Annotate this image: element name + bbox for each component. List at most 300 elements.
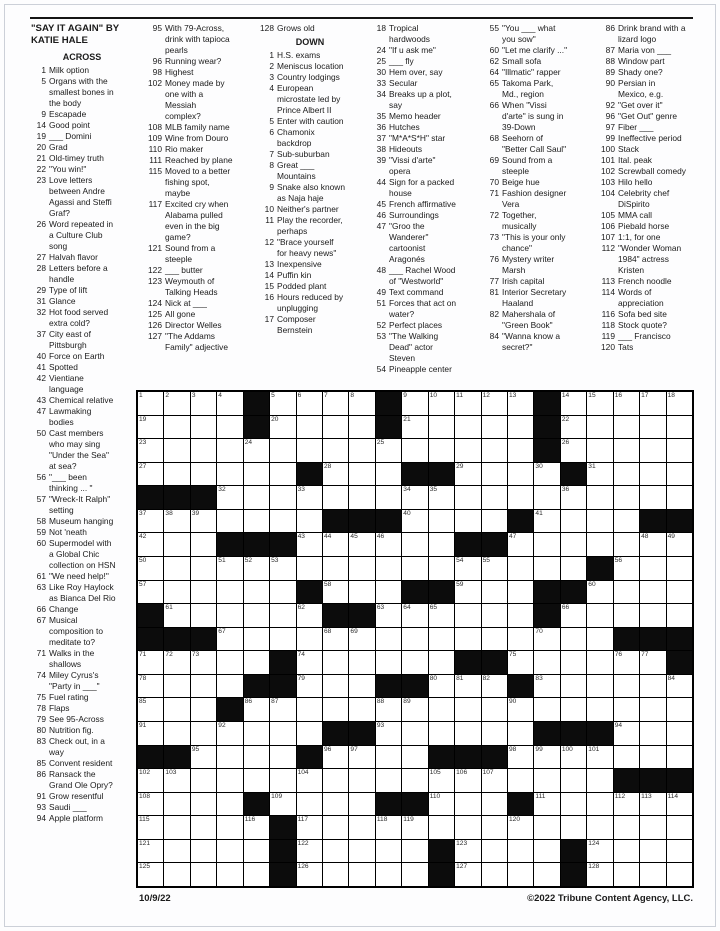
grid-cell[interactable] — [376, 533, 401, 556]
grid-cell[interactable] — [667, 722, 692, 745]
grid-cell[interactable] — [138, 392, 163, 415]
grid-cell[interactable] — [138, 557, 163, 580]
grid-cell[interactable] — [667, 439, 692, 462]
grid-cell[interactable] — [561, 675, 586, 698]
grid-cell[interactable] — [402, 439, 427, 462]
grid-cell[interactable] — [640, 651, 665, 674]
grid-cell[interactable] — [323, 698, 348, 721]
grid-cell[interactable] — [244, 486, 269, 509]
grid-cell[interactable] — [482, 392, 507, 415]
grid-cell[interactable] — [349, 675, 374, 698]
grid-cell[interactable] — [429, 557, 454, 580]
grid-cell[interactable] — [429, 416, 454, 439]
grid-cell[interactable] — [482, 557, 507, 580]
grid-cell[interactable] — [482, 769, 507, 792]
grid-cell[interactable] — [587, 651, 612, 674]
grid-cell[interactable] — [349, 863, 374, 886]
grid-cell[interactable] — [191, 557, 216, 580]
grid-cell[interactable] — [191, 416, 216, 439]
grid-cell[interactable] — [244, 557, 269, 580]
grid-cell[interactable] — [429, 816, 454, 839]
grid-cell[interactable] — [191, 651, 216, 674]
grid-cell[interactable] — [455, 793, 480, 816]
grid-cell[interactable] — [587, 510, 612, 533]
grid-cell[interactable] — [640, 581, 665, 604]
grid-cell[interactable] — [297, 533, 322, 556]
grid-cell[interactable] — [217, 604, 242, 627]
grid-cell[interactable] — [587, 604, 612, 627]
grid-cell[interactable] — [482, 863, 507, 886]
grid-cell[interactable] — [429, 533, 454, 556]
grid-cell[interactable] — [482, 510, 507, 533]
grid-cell[interactable] — [587, 816, 612, 839]
grid-cell[interactable] — [349, 628, 374, 651]
grid-cell[interactable] — [164, 651, 189, 674]
grid-cell[interactable] — [534, 510, 559, 533]
grid-cell[interactable] — [217, 510, 242, 533]
grid-cell[interactable] — [376, 840, 401, 863]
grid-cell[interactable] — [191, 581, 216, 604]
grid-cell[interactable] — [323, 863, 348, 886]
grid-cell[interactable] — [455, 604, 480, 627]
grid-cell[interactable] — [640, 463, 665, 486]
grid-cell[interactable] — [482, 816, 507, 839]
grid-cell[interactable] — [402, 746, 427, 769]
grid-cell[interactable] — [455, 840, 480, 863]
grid-cell[interactable] — [376, 463, 401, 486]
grid-cell[interactable] — [455, 510, 480, 533]
grid-cell[interactable] — [402, 651, 427, 674]
grid-cell[interactable] — [191, 769, 216, 792]
grid-cell[interactable] — [217, 840, 242, 863]
grid-cell[interactable] — [429, 628, 454, 651]
grid-cell[interactable] — [587, 486, 612, 509]
grid-cell[interactable] — [429, 604, 454, 627]
grid-cell[interactable] — [482, 416, 507, 439]
grid-cell[interactable] — [534, 840, 559, 863]
grid-cell[interactable] — [376, 581, 401, 604]
grid-cell[interactable] — [191, 746, 216, 769]
grid-cell[interactable] — [297, 840, 322, 863]
grid-cell[interactable] — [561, 416, 586, 439]
grid-cell[interactable] — [534, 628, 559, 651]
grid-cell[interactable] — [455, 816, 480, 839]
grid-cell[interactable] — [402, 486, 427, 509]
grid-cell[interactable] — [164, 557, 189, 580]
grid-cell[interactable] — [297, 698, 322, 721]
grid-cell[interactable] — [482, 722, 507, 745]
grid-cell[interactable] — [561, 557, 586, 580]
grid-cell[interactable] — [270, 392, 295, 415]
grid-cell[interactable] — [297, 816, 322, 839]
grid-cell[interactable] — [138, 769, 163, 792]
grid-cell[interactable] — [164, 769, 189, 792]
grid-cell[interactable] — [376, 816, 401, 839]
grid-cell[interactable] — [217, 486, 242, 509]
grid-cell[interactable] — [270, 416, 295, 439]
grid-cell[interactable] — [561, 486, 586, 509]
grid-cell[interactable] — [191, 439, 216, 462]
grid-cell[interactable] — [191, 604, 216, 627]
grid-cell[interactable] — [270, 628, 295, 651]
grid-cell[interactable] — [138, 581, 163, 604]
grid-cell[interactable] — [297, 769, 322, 792]
grid-cell[interactable] — [534, 698, 559, 721]
grid-cell[interactable] — [534, 557, 559, 580]
grid-cell[interactable] — [297, 675, 322, 698]
grid-cell[interactable] — [244, 651, 269, 674]
grid-cell[interactable] — [164, 698, 189, 721]
grid-cell[interactable] — [191, 698, 216, 721]
grid-cell[interactable] — [614, 604, 639, 627]
grid-cell[interactable] — [270, 769, 295, 792]
grid-cell[interactable] — [534, 675, 559, 698]
grid-cell[interactable] — [587, 793, 612, 816]
grid-cell[interactable] — [164, 510, 189, 533]
grid-cell[interactable] — [138, 722, 163, 745]
grid-cell[interactable] — [323, 557, 348, 580]
grid-cell[interactable] — [561, 510, 586, 533]
grid-cell[interactable] — [561, 628, 586, 651]
grid-cell[interactable] — [508, 557, 533, 580]
grid-cell[interactable] — [217, 769, 242, 792]
grid-cell[interactable] — [614, 510, 639, 533]
grid-cell[interactable] — [614, 746, 639, 769]
grid-cell[interactable] — [455, 581, 480, 604]
grid-cell[interactable] — [640, 863, 665, 886]
grid-cell[interactable] — [614, 816, 639, 839]
grid-cell[interactable] — [640, 816, 665, 839]
grid-cell[interactable] — [614, 463, 639, 486]
grid-cell[interactable] — [244, 816, 269, 839]
grid-cell[interactable] — [508, 816, 533, 839]
grid-cell[interactable] — [323, 675, 348, 698]
grid-cell[interactable] — [297, 510, 322, 533]
grid-cell[interactable] — [323, 439, 348, 462]
grid-cell[interactable] — [323, 486, 348, 509]
grid-cell[interactable] — [349, 439, 374, 462]
grid-cell[interactable] — [376, 557, 401, 580]
grid-cell[interactable] — [349, 416, 374, 439]
grid-cell[interactable] — [376, 722, 401, 745]
grid-cell[interactable] — [640, 557, 665, 580]
grid-cell[interactable] — [640, 392, 665, 415]
grid-cell[interactable] — [614, 581, 639, 604]
grid-cell[interactable] — [667, 581, 692, 604]
grid-cell[interactable] — [587, 698, 612, 721]
grid-cell[interactable] — [349, 746, 374, 769]
grid-cell[interactable] — [270, 581, 295, 604]
grid-cell[interactable] — [217, 557, 242, 580]
grid-cell[interactable] — [349, 463, 374, 486]
grid-cell[interactable] — [138, 463, 163, 486]
grid-cell[interactable] — [402, 533, 427, 556]
grid-cell[interactable] — [323, 840, 348, 863]
grid-cell[interactable] — [640, 722, 665, 745]
grid-cell[interactable] — [482, 793, 507, 816]
grid-cell[interactable] — [508, 863, 533, 886]
grid-cell[interactable] — [587, 533, 612, 556]
grid-cell[interactable] — [587, 746, 612, 769]
grid-cell[interactable] — [429, 486, 454, 509]
grid-cell[interactable] — [482, 486, 507, 509]
grid-cell[interactable] — [164, 840, 189, 863]
grid-cell[interactable] — [191, 793, 216, 816]
grid-cell[interactable] — [191, 463, 216, 486]
grid-cell[interactable] — [534, 769, 559, 792]
grid-cell[interactable] — [323, 628, 348, 651]
grid-cell[interactable] — [297, 722, 322, 745]
grid-cell[interactable] — [587, 581, 612, 604]
grid-cell[interactable] — [349, 769, 374, 792]
grid-cell[interactable] — [376, 769, 401, 792]
grid-cell[interactable] — [217, 416, 242, 439]
grid-cell[interactable] — [561, 651, 586, 674]
grid-cell[interactable] — [614, 840, 639, 863]
grid-cell[interactable] — [270, 746, 295, 769]
grid-cell[interactable] — [534, 816, 559, 839]
grid-cell[interactable] — [402, 510, 427, 533]
grid-cell[interactable] — [402, 722, 427, 745]
grid-cell[interactable] — [455, 863, 480, 886]
grid-cell[interactable] — [614, 698, 639, 721]
grid-cell[interactable] — [614, 533, 639, 556]
grid-cell[interactable] — [270, 510, 295, 533]
grid-cell[interactable] — [402, 628, 427, 651]
grid-cell[interactable] — [323, 816, 348, 839]
grid-cell[interactable] — [667, 463, 692, 486]
grid-cell[interactable] — [164, 533, 189, 556]
grid-cell[interactable] — [164, 675, 189, 698]
grid-cell[interactable] — [561, 746, 586, 769]
grid-cell[interactable] — [667, 486, 692, 509]
grid-cell[interactable] — [349, 651, 374, 674]
grid-cell[interactable] — [482, 463, 507, 486]
grid-cell[interactable] — [667, 746, 692, 769]
grid-cell[interactable] — [376, 628, 401, 651]
grid-cell[interactable] — [217, 675, 242, 698]
grid-cell[interactable] — [402, 863, 427, 886]
grid-cell[interactable] — [667, 604, 692, 627]
grid-cell[interactable] — [349, 793, 374, 816]
grid-cell[interactable] — [640, 533, 665, 556]
grid-cell[interactable] — [217, 392, 242, 415]
grid-cell[interactable] — [482, 604, 507, 627]
grid-cell[interactable] — [164, 816, 189, 839]
grid-cell[interactable] — [244, 463, 269, 486]
grid-cell[interactable] — [138, 863, 163, 886]
grid-cell[interactable] — [508, 651, 533, 674]
grid-cell[interactable] — [349, 557, 374, 580]
grid-cell[interactable] — [640, 439, 665, 462]
grid-cell[interactable] — [270, 557, 295, 580]
grid-cell[interactable] — [191, 675, 216, 698]
grid-cell[interactable] — [297, 416, 322, 439]
grid-cell[interactable] — [508, 581, 533, 604]
grid-cell[interactable] — [270, 698, 295, 721]
grid-cell[interactable] — [138, 698, 163, 721]
grid-cell[interactable] — [429, 675, 454, 698]
grid-cell[interactable] — [217, 863, 242, 886]
grid-cell[interactable] — [244, 604, 269, 627]
grid-cell[interactable] — [217, 463, 242, 486]
grid-cell[interactable] — [482, 698, 507, 721]
grid-cell[interactable] — [508, 439, 533, 462]
grid-cell[interactable] — [244, 746, 269, 769]
grid-cell[interactable] — [561, 793, 586, 816]
grid-cell[interactable] — [534, 746, 559, 769]
grid-cell[interactable] — [667, 533, 692, 556]
grid-cell[interactable] — [297, 392, 322, 415]
grid-cell[interactable] — [138, 816, 163, 839]
grid-cell[interactable] — [508, 769, 533, 792]
grid-cell[interactable] — [191, 392, 216, 415]
grid-cell[interactable] — [614, 439, 639, 462]
grid-cell[interactable] — [508, 722, 533, 745]
grid-cell[interactable] — [164, 463, 189, 486]
grid-cell[interactable] — [297, 439, 322, 462]
grid-cell[interactable] — [402, 392, 427, 415]
grid-cell[interactable] — [323, 463, 348, 486]
grid-cell[interactable] — [164, 392, 189, 415]
grid-cell[interactable] — [244, 510, 269, 533]
grid-cell[interactable] — [534, 533, 559, 556]
grid-cell[interactable] — [376, 698, 401, 721]
grid-cell[interactable] — [455, 722, 480, 745]
grid-cell[interactable] — [455, 628, 480, 651]
grid-cell[interactable] — [191, 816, 216, 839]
grid-cell[interactable] — [297, 863, 322, 886]
grid-cell[interactable] — [402, 557, 427, 580]
grid-cell[interactable] — [587, 392, 612, 415]
grid-cell[interactable] — [244, 863, 269, 886]
grid-cell[interactable] — [323, 581, 348, 604]
grid-cell[interactable] — [429, 651, 454, 674]
grid-cell[interactable] — [614, 392, 639, 415]
grid-cell[interactable] — [217, 793, 242, 816]
grid-cell[interactable] — [244, 722, 269, 745]
grid-cell[interactable] — [667, 816, 692, 839]
grid-cell[interactable] — [349, 840, 374, 863]
grid-cell[interactable] — [640, 793, 665, 816]
grid-cell[interactable] — [667, 675, 692, 698]
grid-cell[interactable] — [640, 416, 665, 439]
grid-cell[interactable] — [297, 651, 322, 674]
grid-cell[interactable] — [508, 416, 533, 439]
grid-cell[interactable] — [455, 486, 480, 509]
grid-cell[interactable] — [482, 675, 507, 698]
grid-cell[interactable] — [217, 722, 242, 745]
grid-cell[interactable] — [349, 486, 374, 509]
grid-cell[interactable] — [455, 439, 480, 462]
grid-cell[interactable] — [667, 392, 692, 415]
grid-cell[interactable] — [508, 392, 533, 415]
grid-cell[interactable] — [534, 463, 559, 486]
grid-cell[interactable] — [614, 486, 639, 509]
grid-cell[interactable] — [323, 651, 348, 674]
grid-cell[interactable] — [376, 486, 401, 509]
grid-cell[interactable] — [667, 698, 692, 721]
grid-cell[interactable] — [138, 439, 163, 462]
grid-cell[interactable] — [640, 840, 665, 863]
grid-cell[interactable] — [244, 439, 269, 462]
grid-cell[interactable] — [614, 793, 639, 816]
grid-cell[interactable] — [217, 651, 242, 674]
grid-cell[interactable] — [349, 533, 374, 556]
grid-cell[interactable] — [667, 840, 692, 863]
grid-cell[interactable] — [587, 840, 612, 863]
grid-cell[interactable] — [270, 463, 295, 486]
grid-cell[interactable] — [138, 533, 163, 556]
grid-cell[interactable] — [376, 863, 401, 886]
grid-cell[interactable] — [164, 439, 189, 462]
grid-cell[interactable] — [667, 416, 692, 439]
grid-cell[interactable] — [323, 769, 348, 792]
grid-cell[interactable] — [667, 557, 692, 580]
grid-cell[interactable] — [640, 486, 665, 509]
grid-cell[interactable] — [455, 416, 480, 439]
grid-cell[interactable] — [323, 392, 348, 415]
grid-cell[interactable] — [561, 698, 586, 721]
grid-cell[interactable] — [508, 698, 533, 721]
grid-cell[interactable] — [482, 439, 507, 462]
grid-cell[interactable] — [191, 863, 216, 886]
grid-cell[interactable] — [244, 840, 269, 863]
grid-cell[interactable] — [244, 698, 269, 721]
grid-cell[interactable] — [614, 722, 639, 745]
grid-cell[interactable] — [323, 533, 348, 556]
grid-cell[interactable] — [561, 816, 586, 839]
grid-cell[interactable] — [455, 463, 480, 486]
grid-cell[interactable] — [138, 840, 163, 863]
grid-cell[interactable] — [349, 816, 374, 839]
grid-cell[interactable] — [614, 557, 639, 580]
grid-cell[interactable] — [508, 746, 533, 769]
grid-cell[interactable] — [164, 793, 189, 816]
grid-cell[interactable] — [270, 439, 295, 462]
grid-cell[interactable] — [587, 416, 612, 439]
grid-cell[interactable] — [191, 533, 216, 556]
grid-cell[interactable] — [614, 416, 639, 439]
grid-cell[interactable] — [587, 863, 612, 886]
grid-cell[interactable] — [164, 604, 189, 627]
grid-cell[interactable] — [138, 510, 163, 533]
grid-cell[interactable] — [138, 651, 163, 674]
grid-cell[interactable] — [455, 675, 480, 698]
grid-cell[interactable] — [561, 533, 586, 556]
grid-cell[interactable] — [217, 816, 242, 839]
grid-cell[interactable] — [614, 651, 639, 674]
grid-cell[interactable] — [561, 604, 586, 627]
grid-cell[interactable] — [270, 793, 295, 816]
grid-cell[interactable] — [349, 392, 374, 415]
grid-cell[interactable] — [482, 581, 507, 604]
grid-cell[interactable] — [244, 769, 269, 792]
grid-cell[interactable] — [244, 628, 269, 651]
grid-cell[interactable] — [270, 486, 295, 509]
grid-cell[interactable] — [429, 722, 454, 745]
grid-cell[interactable] — [508, 604, 533, 627]
grid-cell[interactable] — [376, 439, 401, 462]
grid-cell[interactable] — [376, 604, 401, 627]
grid-cell[interactable] — [455, 769, 480, 792]
grid-cell[interactable] — [587, 628, 612, 651]
grid-cell[interactable] — [270, 722, 295, 745]
grid-cell[interactable] — [297, 557, 322, 580]
grid-cell[interactable] — [508, 463, 533, 486]
grid-cell[interactable] — [191, 722, 216, 745]
grid-cell[interactable] — [402, 698, 427, 721]
